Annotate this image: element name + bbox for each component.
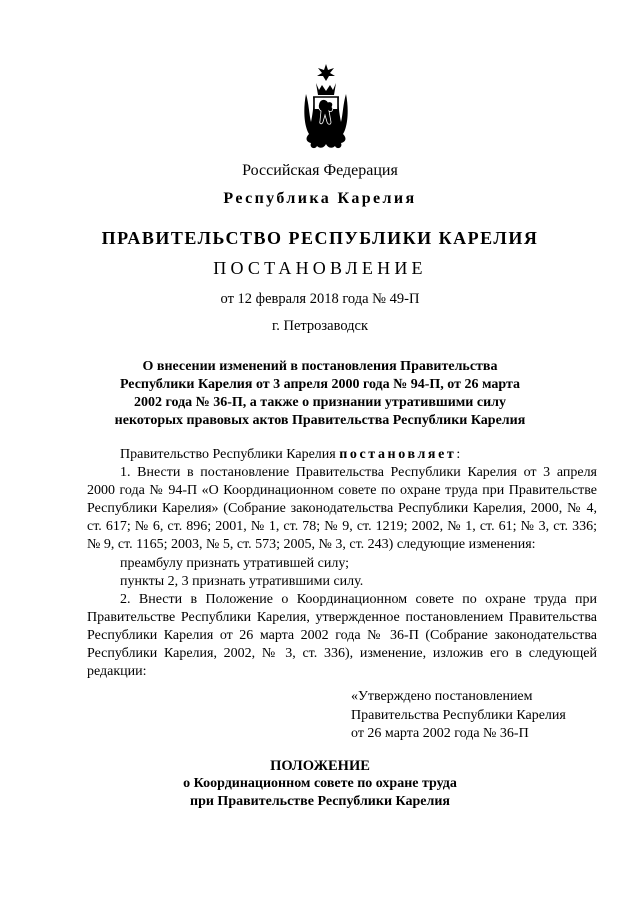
document-city: г. Петрозаводск	[271, 318, 369, 334]
document-date: от 12 февраля 2018 года № 49-П	[220, 291, 420, 307]
paragraph-1a: преамбулу признать утратившей силу;	[120, 555, 350, 571]
position-title: ПОЛОЖЕНИЕ	[270, 758, 370, 774]
republic-name: Республика Карелия	[223, 190, 417, 207]
approval-line: Правительства Республики Карелия	[351, 707, 566, 723]
paragraph-1: 1. Внести в постановление Правительства Республики Карелия от 3 апреля 2000 года № 94-П «О Координационном совете по охране труда при Правительстве Республики Карелия» (Собрание законодательства Республики Карелия, 2000, № 4, ст. 617; № 6, ст. 896; 2001, № 1, ст. 78; № 9, ст. 1219; 2002, № 1, ст. 61; № 3, ст. 336; № 9, ст. 1165; 2003, № 5, ст. 573; 2005, № 3, ст. 243) следующие изменения:	[87, 465, 597, 553]
approval-line: от 26 марта 2002 года № 36-П	[351, 726, 529, 741]
paragraph-1b: пункты 2, 3 признать утратившими силу.	[120, 573, 364, 589]
approval-line: «Утверждено постановлением	[351, 689, 533, 704]
subject-line: Республики Карелия от 3 апреля 2000 года № 94-П, от 26 марта	[119, 377, 521, 392]
subject-line: О внесении изменений в постановления Правительства	[142, 359, 498, 374]
position-subtitle-line: при Правительстве Республики Карелия	[190, 794, 450, 809]
country-name: Российская Федерация	[242, 162, 398, 179]
intro-keyword: постановляет	[339, 447, 457, 462]
government-title: ПРАВИТЕЛЬСТВО РЕСПУБЛИКИ КАРЕЛИЯ	[101, 228, 539, 248]
coat-of-arms-icon	[303, 64, 349, 150]
paragraph-2: 2. Внести в Положение о Координационном совете по охране труда при Правительстве Республики Карелия, утвержденное постановлением Правительства Республики Карелия от 26 марта 2002 года № 36-П (Собрание законодательства Республики Карелия, 2002, № 3, ст. 336), изменение, изложив его в следующей редакции:	[87, 591, 597, 680]
intro-suffix: :	[456, 447, 461, 462]
intro-paragraph	[87, 446, 597, 464]
subject-line: некоторых правовых актов Правительства Республики Карелия	[114, 413, 526, 428]
position-subtitle-line: о Координационном совете по охране труда	[183, 776, 457, 791]
subject-line: 2002 года № 36-П, а также о признании утратившими силу	[133, 395, 506, 410]
intro-prefix: Правительство Республики Карелия	[120, 447, 340, 462]
approval-stamp	[351, 688, 566, 744]
document-type: ПОСТАНОВЛЕНИЕ	[213, 258, 427, 278]
document-body	[87, 446, 597, 681]
document-subject	[100, 358, 540, 430]
